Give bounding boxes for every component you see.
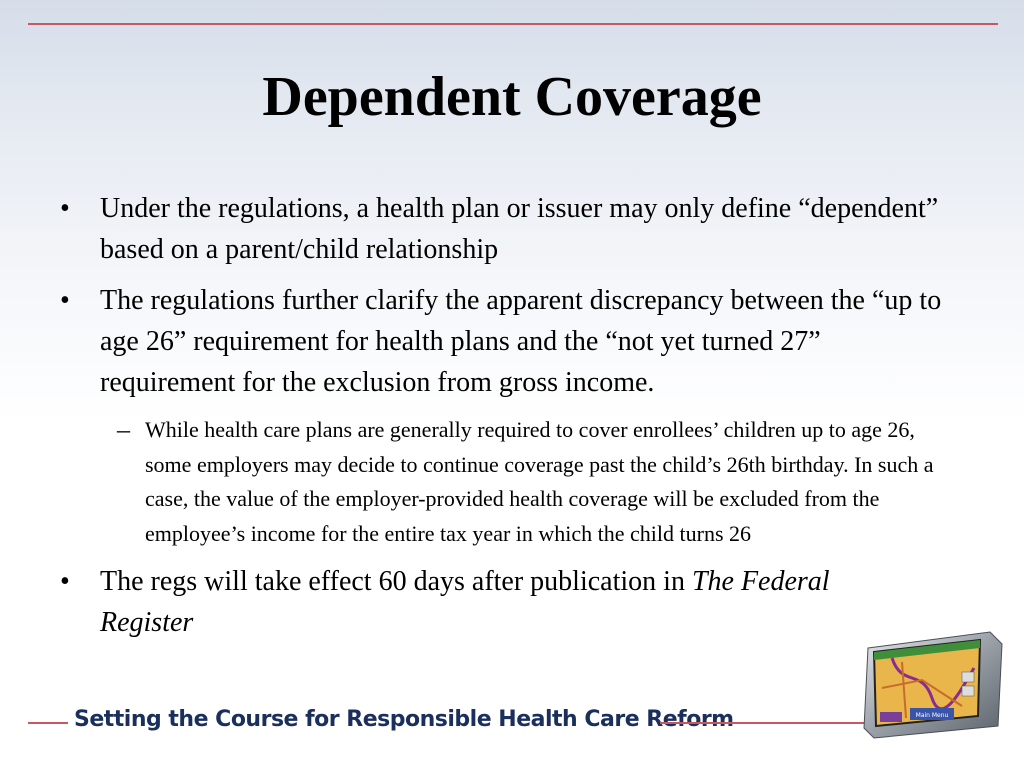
sub-bullet-text: While health care plans are generally required to cover enrollees’ children up to age 26, some employers may decide to continue coverage past the child’s 26th birthday. In such a case, the value of the employer-provided health coverage will be excluded from the employee’s income for the entire tax year in which the child turns 26 [145,417,934,546]
dash-mark: – [117,415,130,444]
bullet-text: Under the regulations, a health plan or issuer may only define “dependent” based on a parent/child relationship [100,193,939,265]
bullet-item [58,280,958,403]
bullet-item [58,188,958,270]
gps-main-menu-label: Main Menu [915,712,949,719]
bullet-item [58,561,890,643]
sub-bullet-item [117,413,958,551]
bullet-mark: • [60,285,70,316]
slide-title: Dependent Coverage [262,66,762,128]
top-divider [28,23,998,25]
bullet-mark: • [60,193,70,224]
gps-device-icon [862,628,1004,740]
footer-divider-right [660,722,870,724]
footer-divider-left [28,722,68,724]
bullet-text: The regulations further clarify the apparent discrepancy between the “up to age 26” requirement for health plans and the “not yet turned 27” requirement for the exclusion from gross income. [100,285,942,398]
slide-content [58,188,958,653]
footer-banner: Setting the Course for Responsible Health Care Reform [74,707,734,732]
bullet-text: The regs will take effect 60 days after publication in [100,566,692,597]
bullet-italic-text: The Federal Register [100,566,830,638]
bullet-mark: • [60,566,70,597]
